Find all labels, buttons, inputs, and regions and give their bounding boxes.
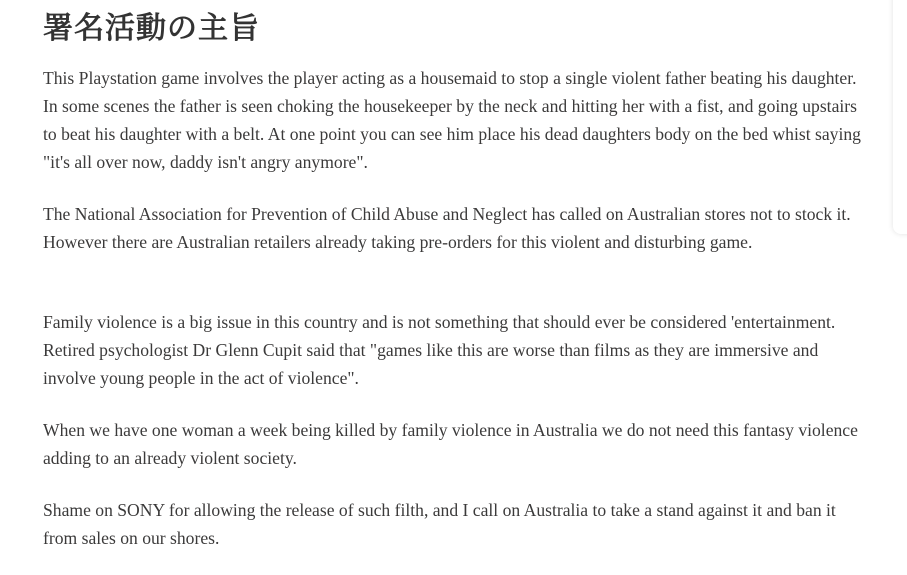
sidebar-card [893, 0, 907, 234]
petition-paragraph: The National Association for Prevention of Child Abuse and Neglect has called on Australian stores not to stock it. However there are Australian retailers already taking pre-orders for this violent and disturbing game. [43, 204, 851, 252]
petition-paragraph: Shame on SONY for allowing the release of such filth, and I call on Australia to take a stand against it and ban it from sales on our shores. [43, 500, 836, 548]
petition-paragraph: This Playstation game involves the player acting as a housemaid to stop a single violent father beating his daughter. In some scenes the father is seen choking the housekeeper by the neck and hitting her with a fist, and going upstairs to beat his daughter with a belt. At one point you can see him place his dead daughters body on the bed whist saying "it's all over now, daddy isn't angry anymore". [43, 68, 861, 172]
petition-paragraph: Family violence is a big issue in this country and is not something that should ever be considered 'entertainment. Retired psychologist Dr Glenn Cupit said that "games like this are worse than films as they are immersive and involve young people in the act of violence". [43, 312, 836, 388]
page-title: 署名活動の主旨 [43, 11, 260, 46]
petition-paragraph: When we have one woman a week being killed by family violence in Australia we do not need this fantasy violence adding to an already violent society. [43, 420, 858, 468]
petition-content [43, 0, 861, 548]
